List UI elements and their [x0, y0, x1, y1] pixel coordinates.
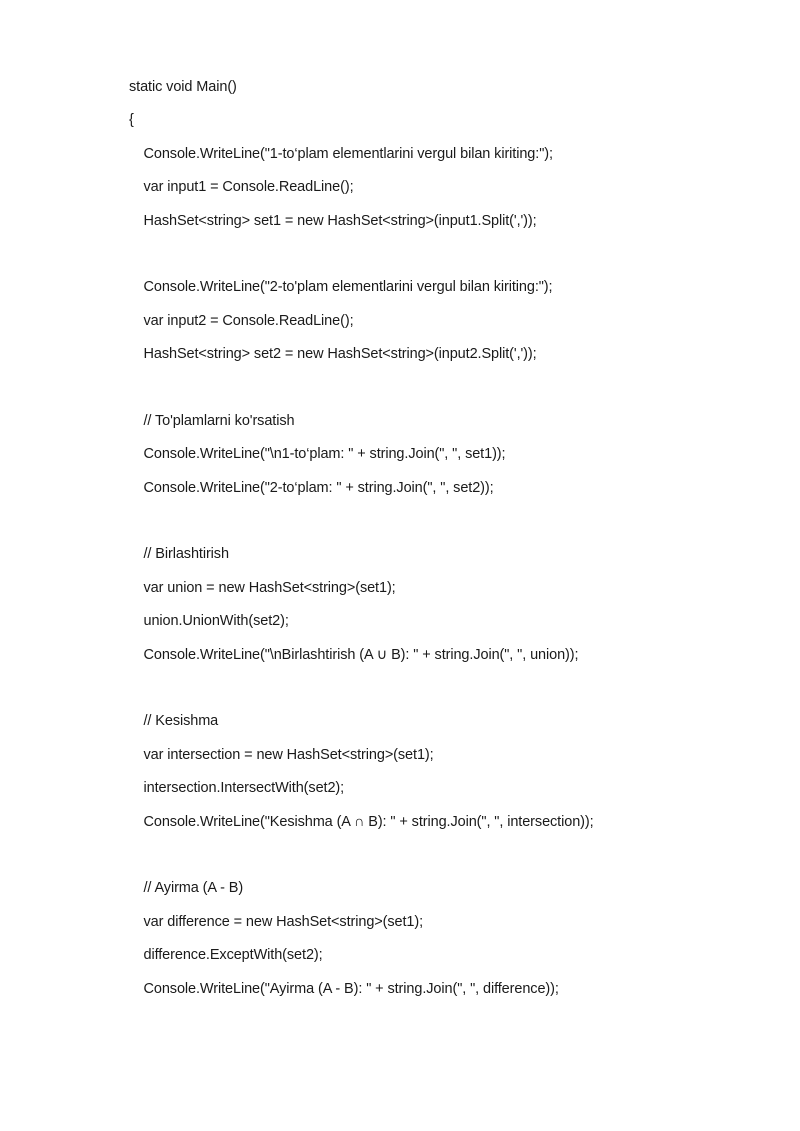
code-line: var difference = new HashSet<string>(set1);	[143, 913, 424, 930]
code-line: var union = new HashSet<string>(set1);	[143, 579, 396, 596]
code-line: difference.ExceptWith(set2);	[143, 947, 323, 964]
code-line: HashSet<string> set2 = new HashSet<string>(input2.Split(','));	[143, 346, 537, 363]
code-line: Console.WriteLine("1-to‘plam elementlarini vergul bilan kiriting:");	[143, 145, 553, 162]
blank-line	[129, 508, 769, 541]
blank-line	[129, 375, 769, 408]
code-comment: // Ayirma (A - B)	[143, 880, 244, 897]
code-line: static void Main()	[129, 79, 237, 95]
code-line: var input2 = Console.ReadLine();	[143, 312, 354, 329]
blank-line	[129, 842, 769, 875]
blank-line	[129, 241, 769, 274]
code-line: var intersection = new HashSet<string>(set1);	[143, 746, 434, 763]
code-comment: // Kesishma	[143, 713, 219, 730]
code-line: var input1 = Console.ReadLine();	[143, 179, 354, 196]
code-line: intersection.IntersectWith(set2);	[143, 780, 345, 797]
code-line: HashSet<string> set1 = new HashSet<string>(input1.Split(','));	[143, 212, 537, 229]
code-line: Console.WriteLine("\nBirlashtirish (A ∪ B): " + string.Join(", ", union));	[143, 646, 579, 663]
code-line: Console.WriteLine("Kesishma (A ∩ B): " + string.Join(", ", intersection));	[143, 813, 594, 830]
code-line: Console.WriteLine("2-to‘plam: " + string.Join(", ", set2));	[143, 479, 494, 496]
code-line: Console.WriteLine("Ayirma (A - B): " + string.Join(", ", difference));	[143, 980, 559, 997]
code-listing	[129, 74, 769, 1009]
code-line: union.UnionWith(set2);	[143, 613, 289, 630]
code-line: Console.WriteLine("2-to'plam elementlarini vergul bilan kiriting:");	[143, 279, 553, 296]
code-comment: // To'plamlarni ko'rsatish	[143, 412, 295, 429]
code-line: Console.WriteLine("\n1-to‘plam: " + string.Join(", ", set1));	[143, 446, 506, 463]
blank-line	[129, 675, 769, 708]
code-line: {	[129, 112, 134, 129]
code-comment: // Birlashtirish	[143, 546, 229, 563]
